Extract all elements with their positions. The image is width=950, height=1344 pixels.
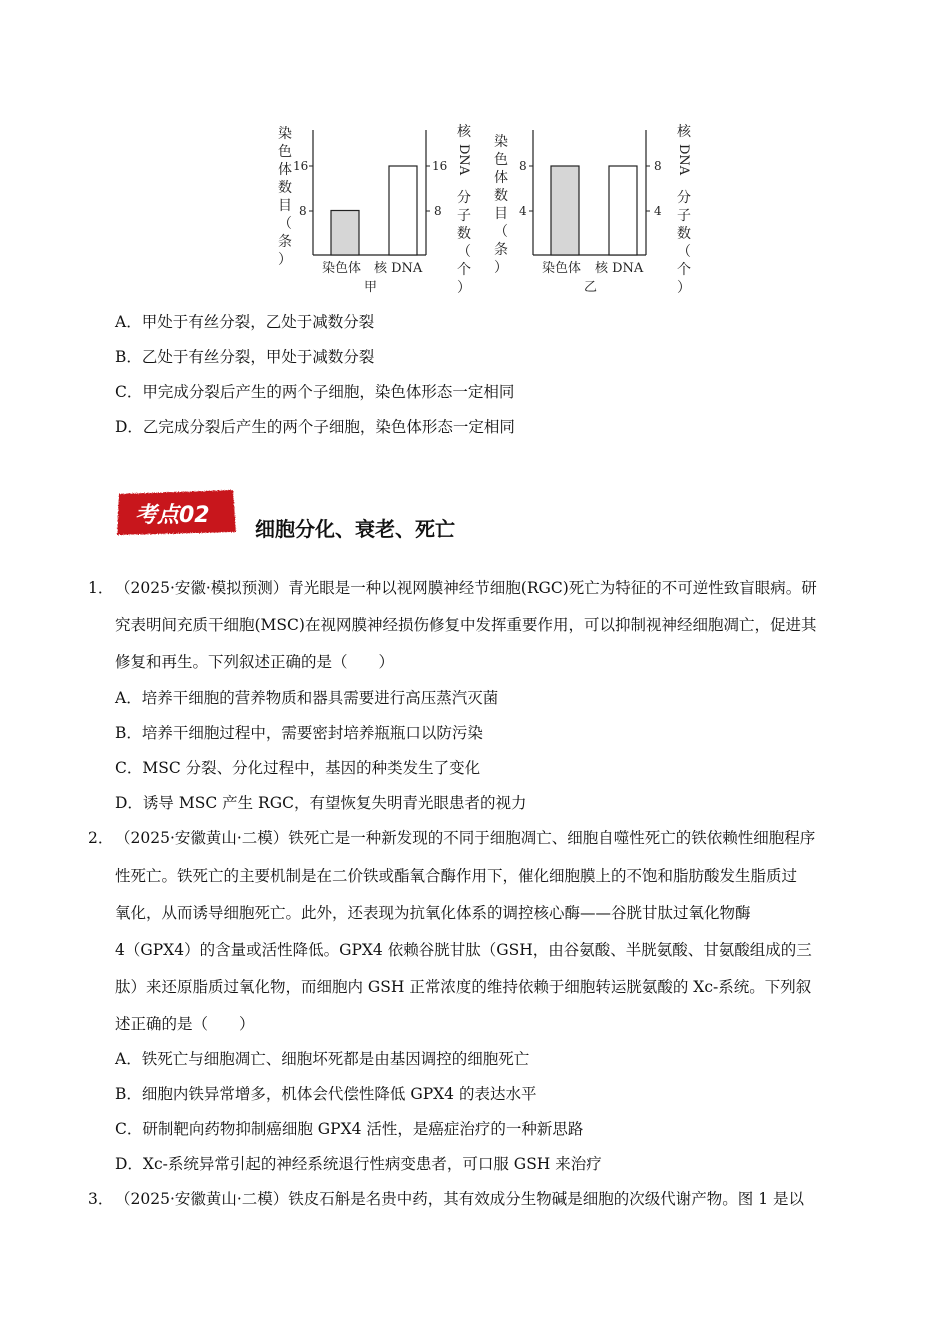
question-stem-line: （2025·安徽黄山·二模）铁死亡是一种新发现的不同于细胞凋亡、细胞自噬性死亡的铁依赖性细胞程序 — [115, 829, 816, 847]
option-d: D．Xc-系统异常引起的神经系统退行性病变患者，可口服 GSH 来治疗 — [115, 1155, 602, 1173]
section-badge-text: 考点02 — [135, 503, 210, 528]
bar-charts-figure — [270, 118, 700, 300]
axis-label-char: （ — [278, 216, 292, 232]
question-number: 2． — [88, 829, 114, 847]
axis-label-char: ） — [494, 260, 508, 276]
option-a: A．甲处于有丝分裂，乙处于减数分裂 — [115, 313, 375, 331]
category-label: 核 DNA — [595, 261, 644, 276]
axis-label-char: 条 — [494, 242, 508, 258]
right-tick-label: 4 — [654, 204, 662, 218]
option-c: C．甲完成分裂后产生的两个子细胞，染色体形态一定相同 — [115, 383, 515, 401]
axis-label-char: 目 — [494, 206, 508, 222]
question-stem-line: 究表明间充质干细胞(MSC)在视网膜神经损伤修复中发挥重要作用，可以抑制视神经细胞凋亡，促进其 — [115, 616, 817, 634]
axis-label-char: ） — [278, 252, 292, 268]
question-stem-line: 肽）来还原脂质过氧化物，而细胞内 GSH 正常浓度的维持依赖于细胞转运胱氨酸的 Xc-系统。下列叙 — [115, 978, 812, 996]
axis-label-char: DNA — [676, 144, 691, 176]
chart-yi — [494, 123, 692, 296]
right-axis-label — [456, 123, 472, 296]
axis-label-char: 体 — [494, 170, 508, 186]
axis-label-char: 子 — [457, 208, 471, 224]
axis-label-char: 条 — [278, 234, 292, 250]
option-c: C．研制靶向药物抑制癌细胞 GPX4 活性，是癌症治疗的一种新思路 — [115, 1120, 584, 1138]
left-axis-label — [278, 125, 292, 268]
axis-label-char: （ — [457, 244, 471, 260]
axis-label-char: 子 — [677, 208, 691, 224]
axis-label-char: 核 — [677, 124, 691, 140]
section-badge — [115, 488, 239, 538]
left-tick-label: 8 — [519, 159, 527, 173]
axis-label-char: 色 — [494, 152, 508, 168]
axis-label-char: 数 — [677, 226, 691, 242]
chart-name: 乙 — [584, 280, 598, 295]
axis-label-char: 数 — [457, 226, 471, 242]
question-stem-line: 性死亡。铁死亡的主要机制是在二价铁或酯氧合酶作用下，催化细胞膜上的不饱和脂肪酸发生脂质过 — [115, 867, 798, 885]
bar-chromosome — [331, 211, 359, 256]
question-stem-line: 4（GPX4）的含量或活性降低。GPX4 依赖谷胱甘肽（GSH，由谷氨酸、半胱氨酸、甘氨酸组成的三 — [115, 941, 812, 959]
category-label: 染色体 — [542, 261, 582, 276]
option-b: B．细胞内铁异常增多，机体会代偿性降低 GPX4 的表达水平 — [115, 1085, 537, 1103]
section-title: 细胞分化、衰老、死亡 — [255, 517, 455, 541]
axis-label-char: 染 — [494, 134, 508, 150]
option-d: D．乙完成分裂后产生的两个子细胞，染色体形态一定相同 — [115, 418, 515, 436]
category-label: 染色体 — [322, 261, 362, 276]
option-a: A．培养干细胞的营养物质和器具需要进行高压蒸汽灭菌 — [115, 689, 499, 707]
option-b: B．乙处于有丝分裂，甲处于减数分裂 — [115, 348, 375, 366]
axis-label-char: 体 — [278, 162, 292, 178]
axis-label-char: 分 — [677, 190, 691, 206]
axis-label-char: 色 — [278, 144, 292, 160]
question-stem-line: 修复和再生。下列叙述正确的是（ ） — [115, 653, 395, 671]
question-number: 3． — [88, 1190, 114, 1208]
left-tick-label: 4 — [519, 204, 527, 218]
right-axis-label — [676, 123, 692, 296]
axis-label-char: 数 — [278, 180, 292, 196]
question-number: 1． — [88, 579, 114, 597]
chart-jia — [278, 123, 472, 296]
option-d: D．诱导 MSC 产生 RGC，有望恢复失明青光眼患者的视力 — [115, 794, 527, 812]
category-label: 核 DNA — [374, 261, 423, 276]
chart-name: 甲 — [364, 280, 378, 295]
question-stem-line: （2025·安徽黄山·二模）铁皮石斛是名贵中药，其有效成分生物碱是细胞的次级代谢产物。图 1 是以 — [115, 1190, 805, 1208]
left-tick-label: 16 — [293, 159, 309, 173]
left-axis-label — [494, 133, 508, 276]
axis-label-char: 染 — [278, 126, 292, 142]
axis-label-char: （ — [677, 244, 691, 260]
option-c: C．MSC 分裂、分化过程中，基因的种类发生了变化 — [115, 759, 481, 777]
option-b: B．培养干细胞过程中，需要密封培养瓶瓶口以防污染 — [115, 724, 483, 742]
right-tick-label: 8 — [434, 204, 442, 218]
right-tick-label: 8 — [654, 159, 662, 173]
bar-chromosome — [551, 166, 579, 255]
axis-label-char: 核 — [457, 124, 471, 140]
axis-label-char: 目 — [278, 198, 292, 214]
axis-label-char: DNA — [456, 144, 471, 176]
question-stem-line: 氧化，从而诱导细胞死亡。此外，还表现为抗氧化体系的调控核心酶——谷胱甘肽过氧化物酶 — [115, 904, 751, 922]
question-stem-line: （2025·安徽·模拟预测）青光眼是一种以视网膜神经节细胞(RGC)死亡为特征的不可逆性致盲眼病。研 — [115, 579, 817, 597]
left-tick-label: 8 — [299, 204, 307, 218]
right-tick-label: 16 — [432, 159, 448, 173]
axis-label-char: 分 — [457, 190, 471, 206]
axis-label-char: 数 — [494, 188, 508, 204]
axis-label-char: ） — [677, 280, 691, 296]
bar-nuclear-dna — [609, 166, 637, 255]
question-stem-line: 述正确的是（ ） — [115, 1015, 255, 1033]
axis-label-char: ） — [457, 280, 471, 296]
axis-label-char: 个 — [677, 262, 691, 278]
axis-label-char: 个 — [457, 262, 471, 278]
option-a: A．铁死亡与细胞凋亡、细胞坏死都是由基因调控的细胞死亡 — [115, 1050, 530, 1068]
axis-label-char: （ — [494, 224, 508, 240]
bar-nuclear-dna — [389, 166, 417, 255]
